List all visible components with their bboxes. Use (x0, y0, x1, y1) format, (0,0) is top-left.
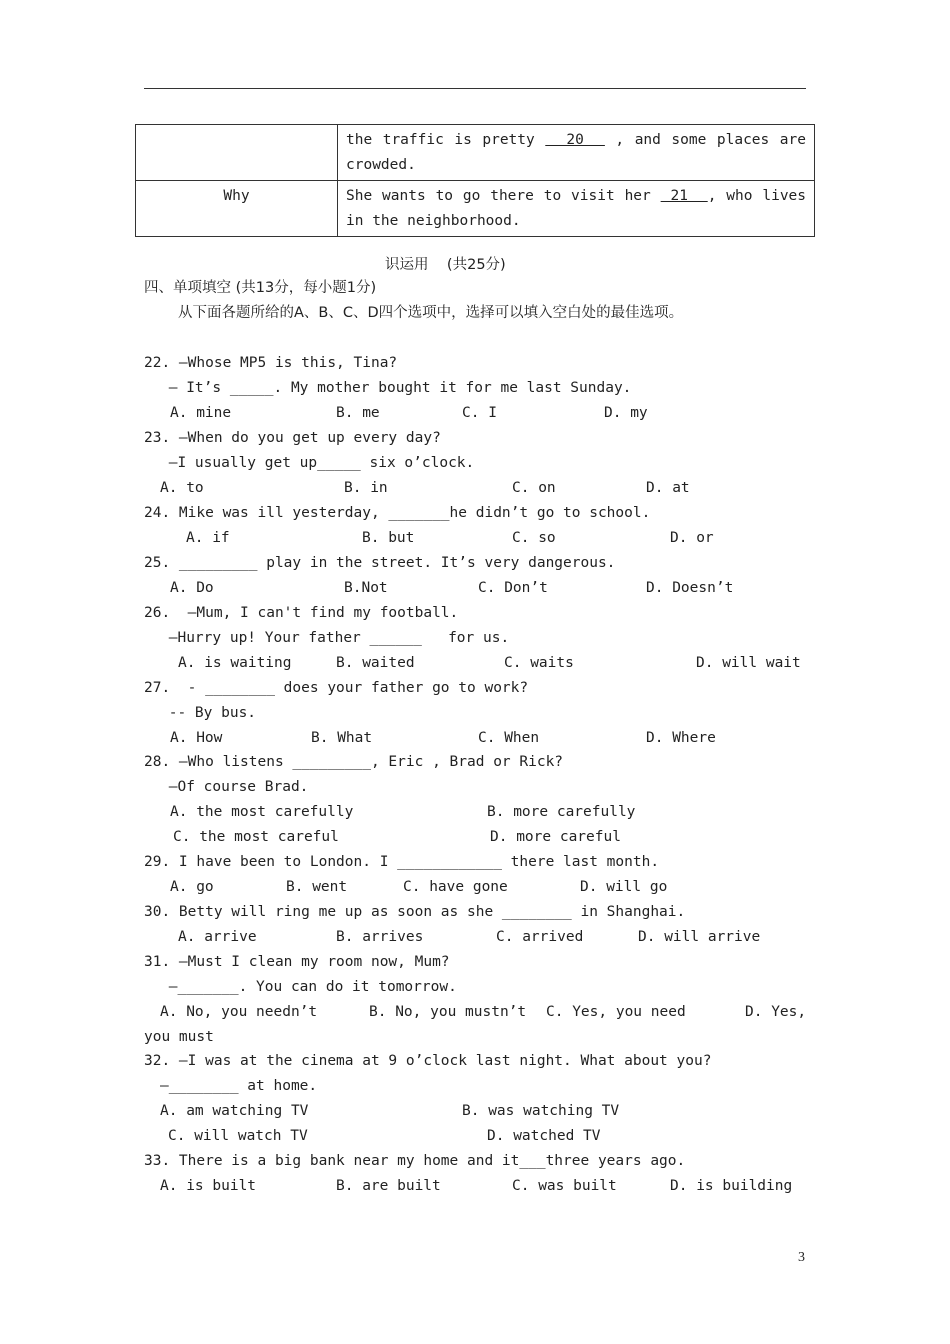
question-stem: 22. —Whose MP5 is this, Tina? (144, 355, 398, 371)
option: C. was built (512, 1178, 617, 1194)
option: B. arrives (336, 929, 424, 945)
option: C. so (512, 530, 556, 546)
option: C. on (512, 480, 556, 496)
option: C. will watch TV (168, 1128, 308, 1144)
question-stem: 30. Betty will ring me up as soon as she ________ in Shanghai. (144, 904, 686, 920)
blank-20: 20 (545, 132, 605, 148)
option: D. will arrive (638, 929, 761, 945)
option: D. Where (646, 730, 716, 746)
option: B. was watching TV (462, 1103, 620, 1119)
option: A. arrive (178, 929, 257, 945)
option: B. went (286, 879, 348, 895)
question-reply: -- By bus. (160, 705, 257, 721)
option: C. Don’t (478, 580, 548, 596)
question-stem: 33. There is a big bank near my home and it___three years ago. (144, 1153, 686, 1169)
instructions: 从下面各题所给的A、B、C、D四个选项中，选择可以填入空白处的最佳选项。 (178, 305, 684, 321)
option: A. No, you needn’t (160, 1004, 318, 1020)
option: C. waits (504, 655, 574, 671)
question-stem: 25. _________ play in the street. It’s very dangerous. (144, 555, 616, 571)
option: D. more careful (490, 829, 621, 845)
table-cell-label: Why (136, 181, 338, 237)
table-cell-text (338, 181, 815, 237)
option: A. is built (160, 1178, 257, 1194)
question-stem: 29. I have been to London. I ____________ there last month. (144, 854, 660, 870)
section-title: 识运用 (共25分) (385, 257, 506, 273)
page-number: 3 (798, 1250, 805, 1265)
question-reply: —Of course Brad. (160, 779, 309, 795)
option: A. mine (170, 405, 232, 421)
option: C. Yes, you need (546, 1004, 686, 1020)
option: A. to (160, 480, 204, 496)
blank-21: 21 (660, 188, 708, 204)
option: B. in (344, 480, 388, 496)
table-cell-text (338, 125, 815, 181)
question-reply: — It’s _____. My mother bought it for me last Sunday. (160, 380, 632, 396)
header-rule (144, 88, 806, 89)
table-row (136, 181, 815, 237)
option: D. my (604, 405, 648, 421)
option: A. How (170, 730, 223, 746)
option: C. arrived (496, 929, 584, 945)
question-stem: 24. Mike was ill yesterday, _______he didn’t go to school. (144, 505, 651, 521)
option: C. I (462, 405, 497, 421)
option: B. No, you mustn’t (369, 1004, 527, 1020)
option: B. What (311, 730, 373, 746)
option: D. at (646, 480, 690, 496)
option: A. the most carefully (170, 804, 354, 820)
option: C. have gone (403, 879, 508, 895)
option: B. me (336, 405, 380, 421)
option: C. When (478, 730, 540, 746)
option: D. is building (670, 1178, 793, 1194)
option: A. if (186, 530, 230, 546)
cell-text-pre: She wants to go there to visit her (346, 188, 661, 204)
question-stem: 31. —Must I clean my room now, Mum? (144, 954, 450, 970)
question-reply: —I usually get up_____ six o’clock. (160, 455, 475, 471)
option: C. the most careful (173, 829, 339, 845)
table-cell-label (136, 125, 338, 181)
option: D. watched TV (487, 1128, 601, 1144)
info-table (135, 124, 815, 237)
option: A. am watching TV (160, 1103, 309, 1119)
option-continuation: you must (144, 1029, 214, 1045)
option: D. or (670, 530, 714, 546)
option: D. will wait (696, 655, 801, 671)
option: D. Yes, (745, 1004, 807, 1020)
option: D. will go (580, 879, 668, 895)
question-stem: 26. —Mum, I can't find my football. (144, 605, 459, 621)
question-stem: 23. —When do you get up every day? (144, 430, 441, 446)
option: B. more carefully (487, 804, 636, 820)
option: D. Doesn’t (646, 580, 734, 596)
table-row (136, 125, 815, 181)
option: A. go (170, 879, 214, 895)
option: B. waited (336, 655, 415, 671)
cell-text-post: , and some places are crowded. (346, 132, 806, 173)
option: A. Do (170, 580, 214, 596)
cell-text-post: , who lives in the neighborhood. (346, 188, 807, 229)
cell-text-pre: the traffic is pretty (346, 132, 546, 148)
question-stem: 28. —Who listens _________, Eric , Brad or Rick? (144, 754, 564, 770)
part-heading: 四、单项填空 (共13分，每小题1分) (144, 280, 377, 296)
option: B. but (362, 530, 415, 546)
option: B. are built (336, 1178, 441, 1194)
question-stem: 27. - ________ does your father go to work? (144, 680, 529, 696)
question-stem: 32. —I was at the cinema at 9 o’clock last night. What about you? (144, 1053, 712, 1069)
question-reply: —Hurry up! Your father ______ for us. (160, 630, 510, 646)
option: A. is waiting (178, 655, 292, 671)
question-reply: —________ at home. (160, 1078, 318, 1094)
question-reply: —_______. You can do it tomorrow. (160, 979, 457, 995)
option: B.Not (344, 580, 388, 596)
